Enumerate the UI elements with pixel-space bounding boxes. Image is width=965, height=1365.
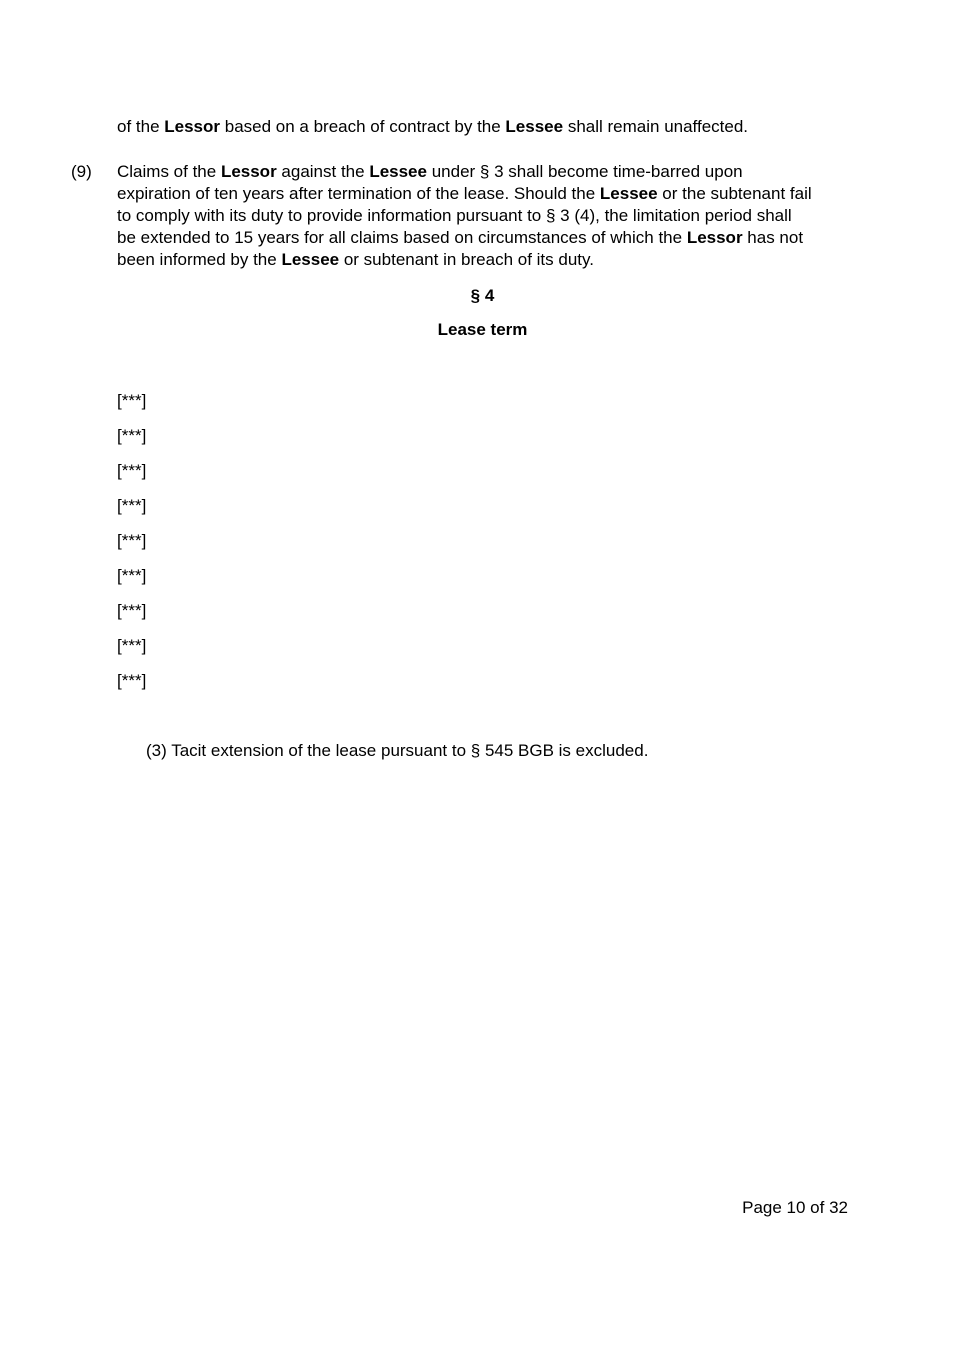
paragraph-line: been informed by the Lessee or subtenant in breach of its duty. bbox=[117, 250, 594, 269]
redacted-placeholder: [***] bbox=[117, 601, 147, 620]
section-number: § 4 bbox=[470, 286, 495, 305]
paragraph-line: Claims of the Lessor against the Lessee under § 3 shall become time-barred upon bbox=[117, 162, 743, 181]
redacted-placeholder: [***] bbox=[117, 496, 147, 515]
section-title: Lease term bbox=[437, 320, 528, 339]
redacted-placeholder: [***] bbox=[117, 636, 147, 655]
redacted-placeholder: [***] bbox=[117, 531, 147, 550]
page-number: Page 10 of 32 bbox=[742, 1198, 848, 1217]
carryover-text: of the Lessor based on a breach of contract by the Lessee shall remain unaffected. bbox=[117, 117, 749, 136]
redacted-placeholder: [***] bbox=[117, 426, 147, 445]
redacted-placeholder: [***] bbox=[117, 461, 147, 480]
paragraph-line: expiration of ten years after termination of the lease. Should the Lessee or the subtenant fail bbox=[117, 184, 812, 203]
paragraph-line: be extended to 15 years for all claims based on circumstances of which the Lessor has not bbox=[117, 228, 804, 247]
paragraph-line: to comply with its duty to provide information pursuant to § 3 (4), the limitation period shall bbox=[117, 206, 792, 225]
redacted-placeholder: [***] bbox=[117, 671, 147, 690]
paragraph-number: (9) bbox=[71, 162, 92, 181]
redacted-placeholder: [***] bbox=[117, 566, 147, 585]
redacted-placeholder: [***] bbox=[117, 391, 147, 410]
paragraph-3-text: (3) Tacit extension of the lease pursuant to § 545 BGB is excluded. bbox=[146, 741, 649, 760]
